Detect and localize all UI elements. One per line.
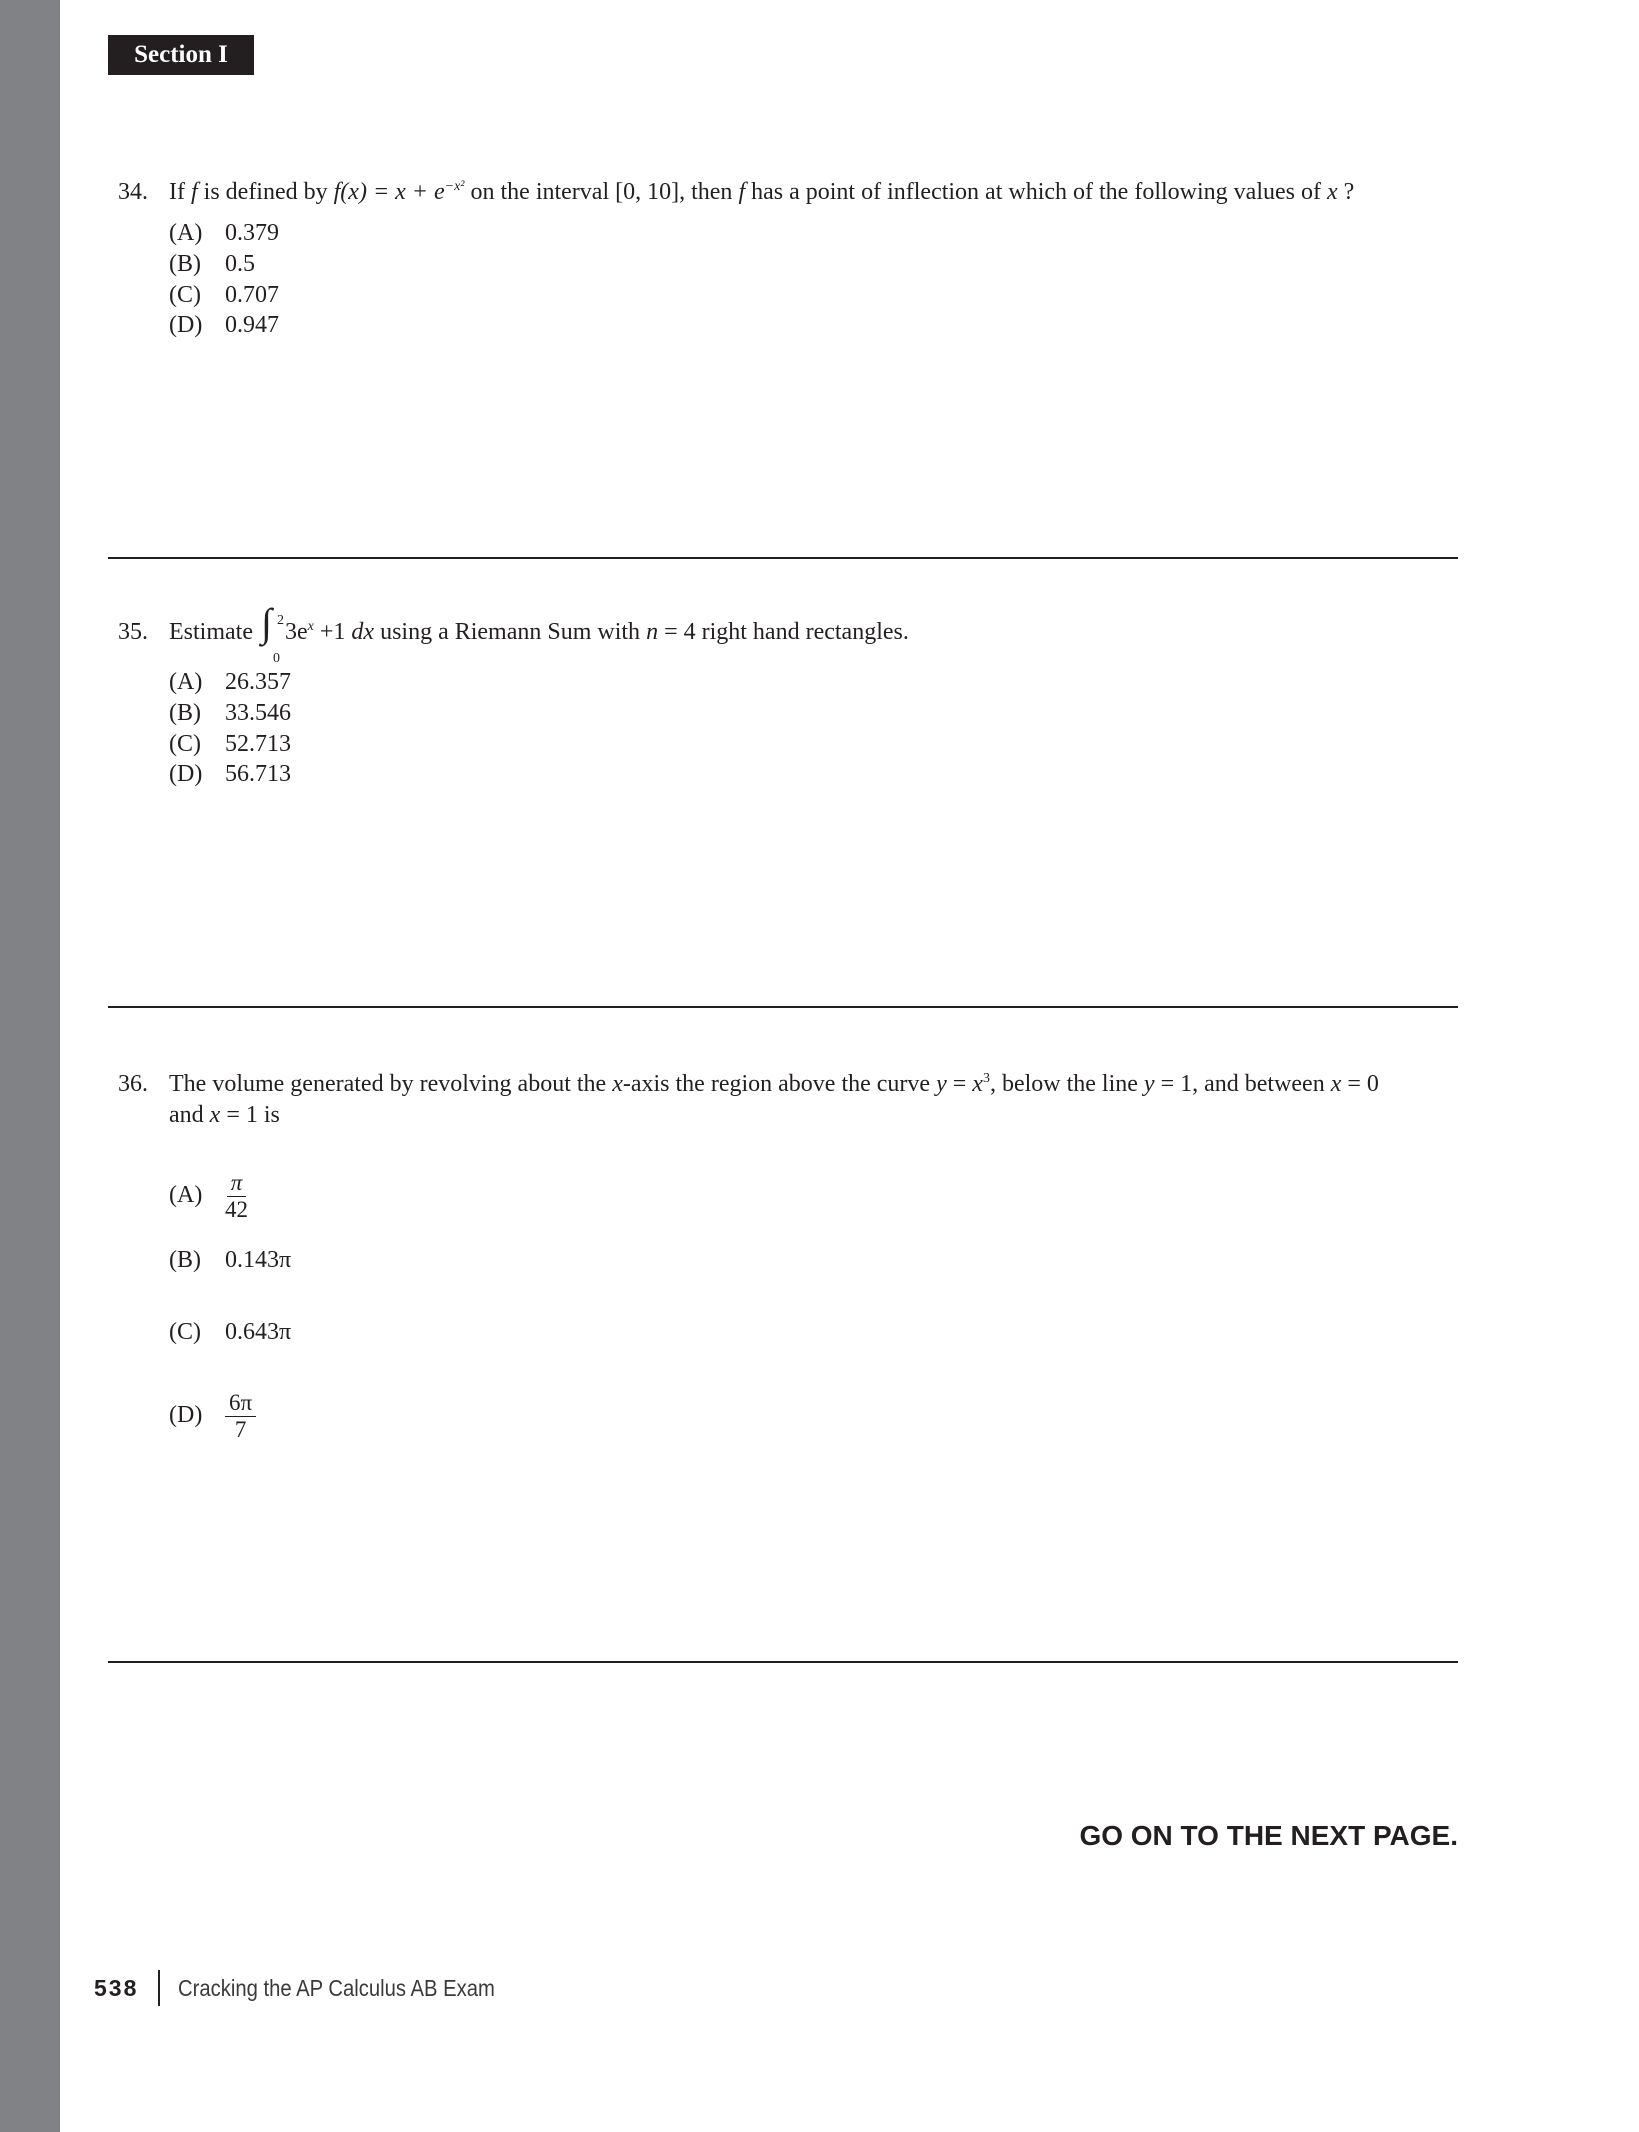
option-b[interactable]: [169, 249, 255, 280]
fraction: [225, 1390, 256, 1443]
question-number: 34.: [118, 179, 148, 205]
option-b[interactable]: [169, 698, 291, 729]
exponent: −x²: [444, 179, 465, 194]
upper-limit: 2: [276, 613, 284, 629]
text: x: [209, 1102, 221, 1128]
exponent: x: [307, 619, 314, 634]
option-letter: (B): [169, 700, 201, 726]
text: x: [1326, 179, 1338, 205]
book-title: Cracking the AP Calculus AB Exam: [177, 1974, 495, 2001]
text: = 1, and between: [1154, 1071, 1331, 1097]
text: using a Riemann Sum with: [374, 619, 647, 645]
divider: [108, 557, 1458, 559]
text: -axis the region above the curve: [622, 1071, 937, 1097]
text: y: [1143, 1071, 1155, 1097]
option-value: 52.713: [225, 731, 291, 757]
text: +1: [313, 619, 352, 645]
text: 3e: [284, 619, 308, 645]
option-d[interactable]: [169, 759, 291, 790]
option-value: 56.713: [225, 761, 291, 787]
text: f: [190, 179, 198, 205]
text: is defined by: [197, 179, 334, 205]
option-a[interactable]: [169, 667, 291, 698]
text: If: [169, 179, 191, 205]
text: The volume generated by revolving about the: [169, 1071, 613, 1097]
text: and: [169, 1102, 210, 1128]
option-letter: (C): [169, 1319, 201, 1345]
page-footer: [94, 1970, 538, 2006]
section-label: Section I: [108, 35, 254, 75]
option-c[interactable]: [169, 280, 279, 311]
option-value: 33.546: [225, 700, 291, 726]
integral-sign: ∫ 2 0: [259, 613, 285, 653]
question-number: 36.: [118, 1071, 148, 1097]
question-36: [118, 1063, 1458, 1131]
divider: [108, 1661, 1458, 1663]
numerator: π: [227, 1170, 247, 1197]
fraction: [225, 1170, 248, 1223]
text: = 1 is: [220, 1102, 280, 1128]
option-letter: (C): [169, 731, 201, 757]
option-letter: (A): [169, 669, 203, 695]
text: Estimate: [169, 619, 253, 645]
exponent: 3: [982, 1071, 990, 1086]
text: = 0: [1341, 1071, 1379, 1097]
option-value: 0.947: [225, 312, 279, 338]
option-value: 0.143π: [225, 1247, 292, 1273]
option-c[interactable]: [169, 1317, 291, 1348]
text: y: [936, 1071, 947, 1097]
text: on the interval [0, 10], then: [464, 179, 739, 205]
question-34: [118, 171, 1458, 208]
option-d[interactable]: [169, 1390, 256, 1443]
footer-divider: [158, 1970, 160, 2006]
option-value: 0.5: [225, 251, 255, 277]
text: dx: [351, 619, 375, 645]
option-letter: (B): [169, 1247, 201, 1273]
go-on-notice: GO ON TO THE NEXT PAGE.: [1079, 1820, 1458, 1851]
option-letter: (A): [169, 220, 203, 246]
question-35: [118, 600, 1458, 667]
question-number: 35.: [118, 619, 148, 645]
option-d[interactable]: [169, 310, 279, 341]
option-c[interactable]: [169, 729, 291, 760]
option-b[interactable]: [169, 1245, 291, 1276]
denominator: 42: [225, 1197, 248, 1222]
numerator: 6π: [225, 1390, 256, 1417]
option-letter: (B): [169, 251, 201, 277]
text: n: [646, 619, 659, 645]
text: x: [1330, 1071, 1342, 1097]
formula: f(x) = x + e: [333, 179, 445, 205]
text: , below the line: [989, 1071, 1144, 1097]
option-letter: (A): [169, 1182, 203, 1209]
option-letter: (C): [169, 282, 201, 308]
text: has a point of inflection at which of the following values of: [745, 179, 1327, 205]
text: ?: [1337, 179, 1355, 205]
denominator: 7: [234, 1417, 247, 1442]
option-a[interactable]: [169, 218, 279, 249]
text: =: [946, 1071, 973, 1097]
option-value: 0.707: [225, 282, 279, 308]
option-letter: (D): [169, 1402, 203, 1429]
divider: [108, 1006, 1458, 1008]
option-value: 0.643π: [225, 1319, 292, 1345]
text: x: [972, 1071, 983, 1097]
text: x: [612, 1071, 623, 1097]
page-margin-bar: [0, 0, 60, 2132]
option-value: 0.379: [225, 220, 279, 246]
text: = 4 right hand rectangles.: [658, 619, 909, 645]
option-letter: (D): [169, 761, 203, 787]
option-a[interactable]: [169, 1170, 248, 1223]
text: f: [738, 179, 746, 205]
option-value: 26.357: [225, 669, 291, 695]
page-number: 538: [94, 1974, 139, 2001]
option-letter: (D): [169, 312, 203, 338]
lower-limit: 0: [272, 651, 280, 667]
